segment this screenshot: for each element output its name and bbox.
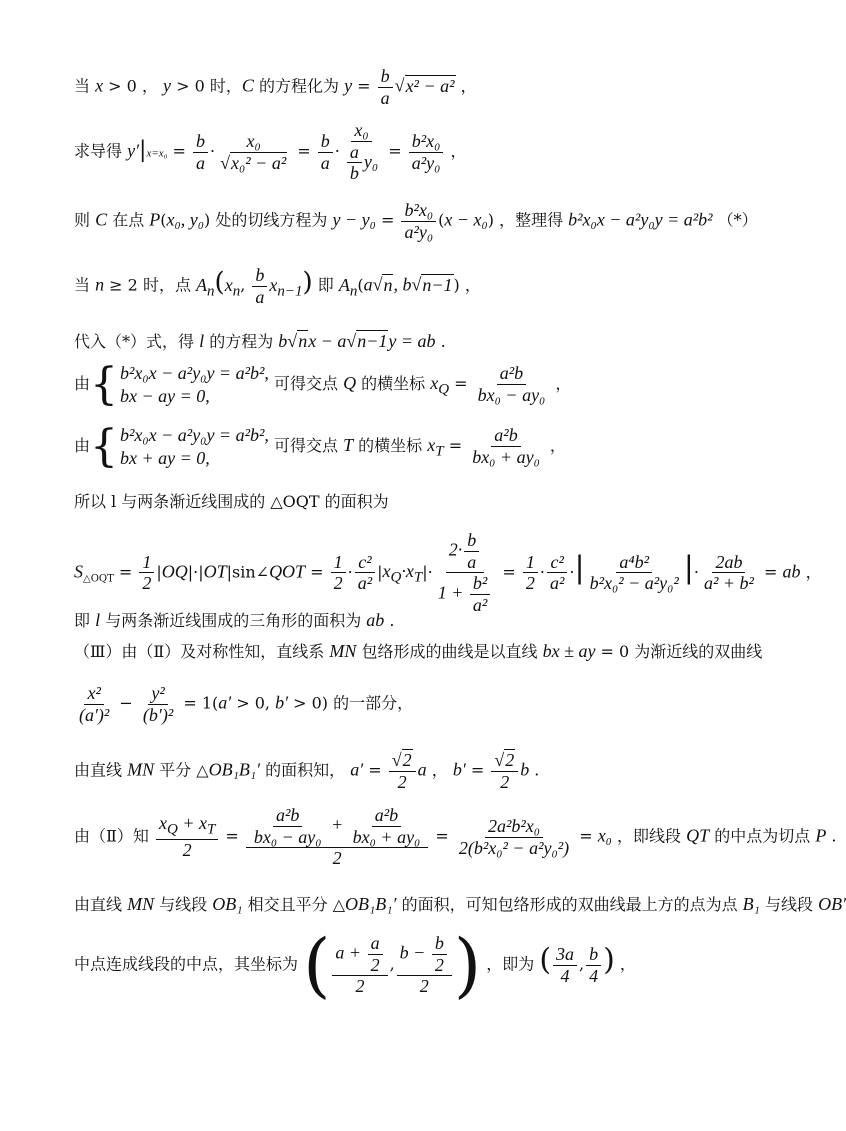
line-9: $S_{\triangle OQT}$ = $\frac{1}{2}$ |OQ|·|OT|sin∠QOT = $\frac{1}{2}$ · $\frac{\text{c²}}{\text{a²}}$ $|x_Q\cdot x_T|\cdot$ 2· $\frac{b}{a}$ 1 + $\frac{\text{b²}}{\text{a²}}$ = $\frac{1}{2}$ · $\frac{\text{c²}}{\text{a²}}$ ·| $\frac{\text{a⁴b²}}{\text{b²x₀² − a²y₀²}}$ |· $\frac{2ab}{\text{a² + b²}}$ = ab ， — [74, 530, 822, 616]
line-7: 由 { b²x₀x − a²y₀y = a²b², bx + ay = 0, 可得交点 T 的横坐标 $x_T$ = $\frac{\text{a²b}}{\text{bx₀ + ay₀}}$ ， — [74, 420, 566, 472]
line-13: 由直线 MN 平分 △OB₁B₁′ 的面积知， a′ = $\frac{√2}{2}$ a ， b′ = $\frac{√2}{2}$ b . — [74, 750, 540, 792]
line-1: 当 x > 0 ， y > 0 时，C 的方程化为 y = $\frac{b}{a}$ √x² − a² ， — [74, 66, 477, 108]
line-3: 则 C 在点 P(x₀, y₀) 处的切线方程为 y − y₀ = $\frac{\text{b²x₀}}{\text{a²y₀}}$ (x − x₀) ，整理得 b²x₀x − a²y₀y = a²b² （*） — [74, 200, 758, 242]
line-11: （Ⅲ）由（Ⅱ）及对称性知，直线系 MN 包络形成的曲线是以直线 bx ± ay = 0 为渐近线的双曲线 — [74, 641, 763, 661]
line-2: 求导得 y′|x=x₀ = $\frac{b}{a}$ · $\frac{\text{x₀}}{\text{√x₀² − a²}}$ = $\frac{b}{a}$ · x₀ $\frac{a}{b}$ y₀ = $\frac{\text{b²x₀}}{\text{a²y₀}}$ ， — [74, 120, 467, 184]
line-12: $\frac{\text{x²}}{\text{(a′)²}}$ − $\frac{\text{y²}}{\text{(b′)²}}$ = 1(a′ > 0, b′ > 0) 的一部分， — [79, 683, 414, 725]
line-10: 即 l 与两条渐近线围成的三角形的面积为 ab . — [74, 610, 395, 630]
line-4: 当 n ≥ 2 时，点 $A_n(x_n$, $\frac{b}{a}$ $x_{n-1}$) 即 $A_n(a√n$, b√n−1) ， — [74, 265, 481, 307]
line-8: 所以 l 与两条渐近线围成的 △OQT 的面积为 — [74, 492, 389, 511]
line-15: 由直线 MN 与线段 OB₁ 相交且平分 △OB₁B₁′ 的面积，可知包络形成的双曲线最上方的点为点 B₁ 与线段 OB′ — [74, 894, 846, 914]
line-5: 代入（*）式，得 l 的方程为 b√nx − a√n−1y = ab . — [74, 331, 446, 351]
line-14: 由（Ⅱ）知 $\frac{x_Q + x_T}{2}$ = $\frac{\text{a²b}}{\text{bx₀ − ay₀}}$ + $\frac{\text{a²b}}{\text{bx₀ + ay₀}}$ 2 = $\frac{\text{2a²b²x₀}}{\text{2(b²x₀² − a²y₀²)}}$ = x₀ ，即线段 QT 的中点为切点 P . — [74, 805, 837, 869]
line-16: 中点连成线段的中点，其坐标为 ( a + $\frac{a}{2}$ 2 , b − $\frac{b}{2}$ 2 ) ，即为 ( $\frac{3a}{4}$ , $\frac{b}{4}$ ) ， — [74, 924, 636, 1006]
line-6: 由 { b²x₀x − a²y₀y = a²b², bx − ay = 0, 可得交点 Q 的横坐标 $x_Q$ = $\frac{\text{a²b}}{\text{bx₀ − ay₀}}$ ， — [74, 358, 572, 410]
